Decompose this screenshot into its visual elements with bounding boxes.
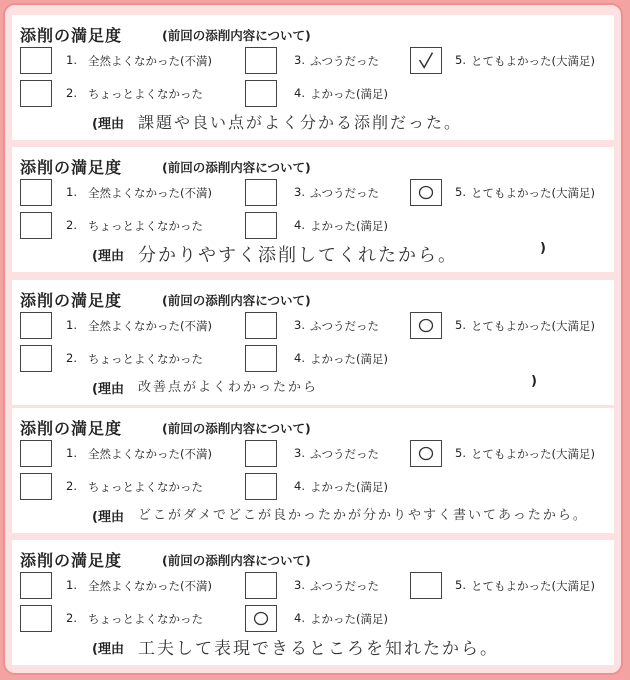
option-3-checkbox[interactable]: [245, 440, 277, 467]
option-3-checkbox[interactable]: [245, 312, 277, 339]
circle-mark-icon: [411, 441, 441, 466]
option-number: 3.: [294, 446, 305, 460]
reason-label: (理由: [92, 249, 124, 264]
card-title: 添削の満足度: [20, 419, 123, 438]
card-title: 添削の満足度: [20, 551, 123, 570]
satisfaction-card: [12, 408, 614, 533]
option-1-checkbox[interactable]: [20, 440, 52, 467]
option-4-label: よかった(満足): [310, 612, 388, 626]
satisfaction-card: [12, 540, 614, 665]
reason-text: 工夫して表現できるところを知れたから。: [138, 639, 499, 659]
reason-label: (理由: [92, 117, 124, 132]
option-number: 1.: [66, 53, 77, 67]
option-2-label: ちょっとよくなかった: [88, 612, 203, 626]
option-number: 1.: [66, 318, 77, 332]
reason-text: 分かりやすく添削してくれたから。: [138, 244, 458, 266]
option-5-checkbox[interactable]: [410, 179, 442, 206]
option-1-label: 全然よくなかった(不満): [88, 579, 212, 593]
option-3-label: ふつうだった: [310, 447, 379, 461]
option-5-label: とてもよかった(大満足): [471, 447, 595, 461]
option-number: 3.: [294, 53, 305, 67]
option-4-checkbox[interactable]: [245, 473, 277, 500]
option-number: 4.: [294, 218, 305, 232]
option-1-label: 全然よくなかった(不満): [88, 447, 212, 461]
option-2-label: ちょっとよくなかった: [88, 87, 203, 101]
option-number: 3.: [294, 318, 305, 332]
option-number: 2.: [66, 218, 77, 232]
option-number: 4.: [294, 479, 305, 493]
option-3-label: ふつうだった: [310, 54, 379, 68]
card-subtitle: (前回の添削内容について): [162, 421, 311, 436]
option-number: 4.: [294, 351, 305, 365]
option-number: 3.: [294, 185, 305, 199]
option-5-label: とてもよかった(大満足): [471, 319, 595, 333]
option-3-label: ふつうだった: [310, 186, 379, 200]
option-2-label: ちょっとよくなかった: [88, 480, 203, 494]
option-4-checkbox[interactable]: [245, 345, 277, 372]
option-5-checkbox[interactable]: [410, 47, 442, 74]
option-number: 1.: [66, 446, 77, 460]
card-subtitle: (前回の添削内容について): [162, 553, 311, 568]
card-subtitle: (前回の添削内容について): [162, 28, 311, 43]
card-title: 添削の満足度: [20, 291, 123, 310]
card-title: 添削の満足度: [20, 158, 123, 177]
reason-label: (理由: [92, 382, 124, 397]
option-number: 5.: [455, 318, 466, 332]
option-1-label: 全然よくなかった(不満): [88, 319, 212, 333]
option-1-checkbox[interactable]: [20, 312, 52, 339]
option-number: 4.: [294, 86, 305, 100]
reason-text: どこがダメでどこが良かったかが分かりやすく書いてあったから。: [138, 508, 588, 523]
checkmark-icon: [411, 48, 441, 73]
option-4-checkbox[interactable]: [245, 212, 277, 239]
option-5-label: とてもよかった(大満足): [471, 579, 595, 593]
satisfaction-card: [12, 280, 614, 405]
option-2-label: ちょっとよくなかった: [88, 219, 203, 233]
option-number: 5.: [455, 578, 466, 592]
option-5-checkbox[interactable]: [410, 440, 442, 467]
option-5-checkbox[interactable]: [410, 312, 442, 339]
card-subtitle: (前回の添削内容について): [162, 293, 311, 308]
option-2-checkbox[interactable]: [20, 473, 52, 500]
option-4-checkbox[interactable]: [245, 80, 277, 107]
option-2-checkbox[interactable]: [20, 345, 52, 372]
satisfaction-card: [12, 15, 614, 140]
reason-text: 改善点がよくわかったから: [138, 380, 319, 395]
option-2-checkbox[interactable]: [20, 605, 52, 632]
card-title: 添削の満足度: [20, 26, 123, 45]
option-5-label: とてもよかった(大満足): [471, 186, 595, 200]
option-1-checkbox[interactable]: [20, 572, 52, 599]
option-2-checkbox[interactable]: [20, 212, 52, 239]
option-5-checkbox[interactable]: [410, 572, 442, 599]
reason-close-paren: ): [531, 374, 537, 389]
option-3-checkbox[interactable]: [245, 572, 277, 599]
option-4-label: よかった(満足): [310, 219, 388, 233]
option-1-label: 全然よくなかった(不満): [88, 186, 212, 200]
option-number: 1.: [66, 185, 77, 199]
option-4-label: よかった(満足): [310, 87, 388, 101]
option-1-label: 全然よくなかった(不満): [88, 54, 212, 68]
option-number: 2.: [66, 86, 77, 100]
option-3-label: ふつうだった: [310, 319, 379, 333]
reason-label: (理由: [92, 510, 124, 525]
option-2-label: ちょっとよくなかった: [88, 352, 203, 366]
option-5-label: とてもよかった(大満足): [471, 54, 595, 68]
circle-mark-icon: [246, 606, 276, 631]
option-4-label: よかった(満足): [310, 480, 388, 494]
option-1-checkbox[interactable]: [20, 47, 52, 74]
option-4-checkbox[interactable]: [245, 605, 277, 632]
card-subtitle: (前回の添削内容について): [162, 160, 311, 175]
reason-label: (理由: [92, 642, 124, 657]
option-3-checkbox[interactable]: [245, 179, 277, 206]
option-number: 2.: [66, 611, 77, 625]
satisfaction-card: [12, 147, 614, 272]
option-number: 5.: [455, 53, 466, 67]
option-number: 2.: [66, 351, 77, 365]
option-3-label: ふつうだった: [310, 579, 379, 593]
reason-text: 課題や良い点がよく分かる添削だった。: [138, 112, 463, 132]
option-2-checkbox[interactable]: [20, 80, 52, 107]
option-number: 4.: [294, 611, 305, 625]
option-number: 3.: [294, 578, 305, 592]
option-4-label: よかった(満足): [310, 352, 388, 366]
circle-mark-icon: [411, 313, 441, 338]
option-3-checkbox[interactable]: [245, 47, 277, 74]
option-number: 1.: [66, 578, 77, 592]
option-1-checkbox[interactable]: [20, 179, 52, 206]
option-number: 5.: [455, 185, 466, 199]
option-number: 5.: [455, 446, 466, 460]
reason-close-paren: ): [540, 241, 546, 256]
circle-mark-icon: [411, 180, 441, 205]
option-number: 2.: [66, 479, 77, 493]
